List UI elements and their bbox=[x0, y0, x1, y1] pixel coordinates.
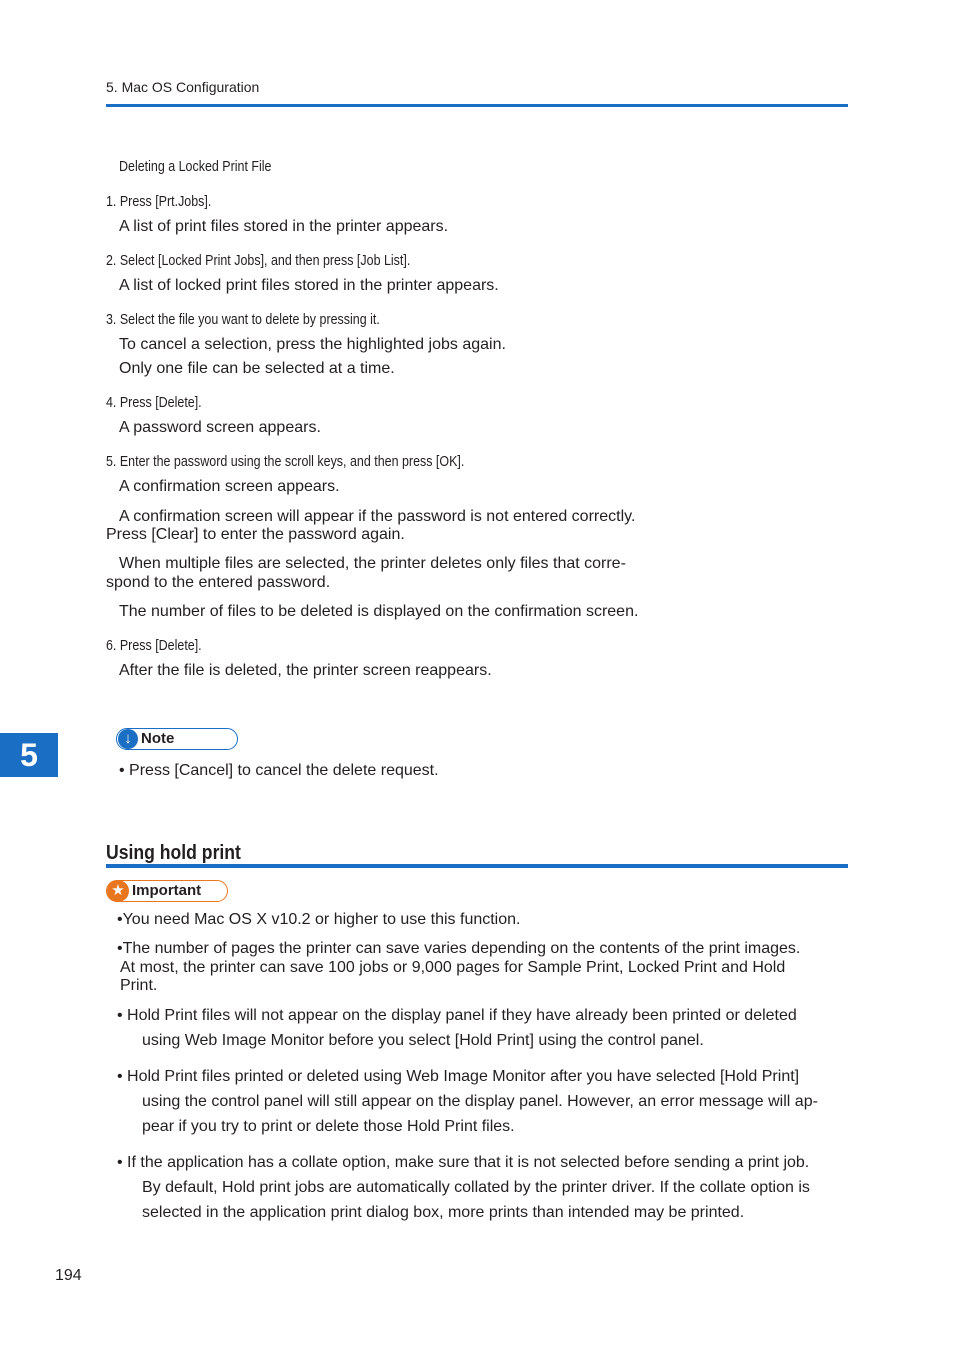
step-1-label: 1. Press [Prt.Jobs]. bbox=[106, 194, 212, 210]
step-3-text-2: Only one file can be selected at a time. bbox=[119, 360, 395, 377]
header-divider bbox=[106, 104, 848, 107]
step-5-text-3: Press [Clear] to enter the password again. bbox=[106, 526, 405, 543]
page-number: 194 bbox=[55, 1267, 82, 1284]
step-5-text-1: A confirmation screen appears. bbox=[119, 478, 340, 495]
important-item-5-line-3: selected in the application print dialog box, more prints than intended may be printed. bbox=[142, 1204, 745, 1221]
step-5-text-5: spond to the entered password. bbox=[106, 574, 331, 591]
running-header: 5. Mac OS Configuration bbox=[106, 79, 260, 95]
chapter-tab: 5 bbox=[0, 733, 58, 777]
step-5-label: 5. Enter the password using the scroll keys, and then press [OK]. bbox=[106, 454, 465, 470]
section-title: Using hold print bbox=[106, 842, 241, 864]
step-2-text: A list of locked print files stored in the printer appears. bbox=[119, 277, 499, 294]
important-item-4-line-2: using the control panel will still appear on the display panel. However, an error message will ap- bbox=[142, 1093, 818, 1110]
step-3-label: 3. Select the file you want to delete by pressing it. bbox=[106, 312, 380, 328]
step-5-text-6: The number of files to be deleted is displayed on the confirmation screen. bbox=[119, 603, 639, 620]
step-5-text-4: When multiple files are selected, the printer deletes only files that corre- bbox=[119, 555, 626, 572]
section-divider bbox=[106, 864, 848, 868]
note-label: Note bbox=[141, 730, 175, 747]
step-3-text-1: To cancel a selection, press the highlighted jobs again. bbox=[119, 336, 506, 353]
important-item-1: •You need Mac OS X v10.2 or higher to use this function. bbox=[117, 911, 521, 928]
important-item-5-line-1: • If the application has a collate option, make sure that it is not selected before sending a print job. bbox=[117, 1154, 810, 1171]
note-badge bbox=[116, 728, 238, 750]
important-item-3-line-1: • Hold Print files will not appear on the display panel if they have already been printed or deleted bbox=[117, 1007, 797, 1024]
step-5-text-2: A confirmation screen will appear if the password is not entered correctly. bbox=[119, 508, 636, 525]
important-badge bbox=[106, 880, 228, 902]
down-arrow-icon: ↓ bbox=[118, 729, 138, 749]
note-item: • Press [Cancel] to cancel the delete request. bbox=[119, 762, 439, 779]
important-item-2-line-2: At most, the printer can save 100 jobs or 9,000 pages for Sample Print, Locked Print and Hold bbox=[120, 959, 786, 976]
important-item-4-line-3: pear if you try to print or delete those Hold Print files. bbox=[142, 1118, 515, 1135]
step-2-label: 2. Select [Locked Print Jobs], and then press [Job List]. bbox=[106, 253, 411, 269]
star-icon: ★ bbox=[107, 880, 129, 902]
important-item-4-line-1: • Hold Print files printed or deleted using Web Image Monitor after you have selected [Hold Print] bbox=[117, 1068, 800, 1085]
step-6-label: 6. Press [Delete]. bbox=[106, 638, 202, 654]
important-label: Important bbox=[132, 882, 202, 899]
procedure-heading: Deleting a Locked Print File bbox=[119, 159, 272, 175]
step-4-label: 4. Press [Delete]. bbox=[106, 395, 202, 411]
step-1-text: A list of print files stored in the printer appears. bbox=[119, 218, 449, 235]
important-item-3-line-2: using Web Image Monitor before you select [Hold Print] using the control panel. bbox=[142, 1032, 704, 1049]
step-4-text: A password screen appears. bbox=[119, 419, 321, 436]
important-item-2-line-1: •The number of pages the printer can save varies depending on the contents of the print images. bbox=[117, 940, 801, 957]
step-6-text: After the file is deleted, the printer screen reappears. bbox=[119, 662, 492, 679]
important-item-2-line-3: Print. bbox=[120, 977, 158, 994]
important-item-5-line-2: By default, Hold print jobs are automatically collated by the printer driver. If the collate option is bbox=[142, 1179, 810, 1196]
